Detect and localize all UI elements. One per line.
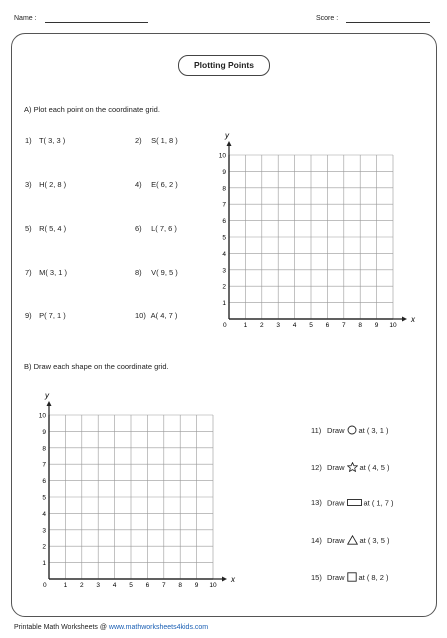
y-tick-label: 6 <box>42 478 46 486</box>
x-tick-label: 1 <box>243 322 248 329</box>
footer-site-link[interactable]: www.mathworksheets4kids.com <box>108 624 209 631</box>
score-field[interactable] <box>346 22 430 23</box>
y-tick-label: 3 <box>42 527 46 535</box>
problem-point: R( 5, 4 ) <box>37 224 67 233</box>
problem-number: 11) <box>311 425 322 435</box>
name-label: Name : <box>14 15 37 22</box>
y-tick-label: 5 <box>222 234 226 242</box>
problem-point: L( 7, 6 ) <box>149 224 177 233</box>
y-tick-label: 5 <box>42 494 46 502</box>
section-a-instruction: A) Plot each point on the coordinate grid. <box>24 105 160 114</box>
draw-label: Draw <box>327 535 345 545</box>
rectangle-icon <box>347 498 362 509</box>
problem-point: S( 1, 8 ) <box>149 136 178 145</box>
problem-3 <box>25 180 66 189</box>
origin-label: 0 <box>43 582 47 589</box>
x-tick-label: 4 <box>112 582 117 589</box>
footer-prefix: Printable Math Worksheets @ <box>14 624 107 631</box>
triangle-icon <box>347 535 358 547</box>
x-axis-arrow <box>222 577 227 582</box>
problem-point: P( 7, 1 ) <box>37 311 66 320</box>
shape-location: at ( 1, 7 ) <box>363 498 394 508</box>
x-tick-label: 6 <box>145 582 150 589</box>
y-axis-label: y <box>225 131 229 140</box>
x-tick-label: 2 <box>259 322 264 329</box>
shape-location: at ( 8, 2 ) <box>358 572 389 582</box>
y-tick-label: 4 <box>42 510 46 518</box>
y-tick-label: 2 <box>222 283 226 291</box>
y-tick-label: 4 <box>222 250 226 258</box>
footer <box>14 624 208 631</box>
problem-7 <box>25 268 67 277</box>
y-tick-label: 9 <box>42 428 46 436</box>
problem-number: 8) <box>135 268 142 277</box>
x-tick-label: 3 <box>276 322 281 329</box>
problem-4 <box>135 180 178 189</box>
y-tick-label: 3 <box>222 267 226 275</box>
x-tick-label: 10 <box>389 322 397 329</box>
shape-location: at ( 3, 5 ) <box>359 535 390 545</box>
problem-number: 3) <box>25 180 32 189</box>
origin-label: 0 <box>223 322 227 329</box>
problem-number: 10) <box>135 311 146 320</box>
x-tick-label: 4 <box>292 322 297 329</box>
coordinate-grid-a[interactable] <box>210 125 425 335</box>
x-axis-label: x <box>231 575 235 584</box>
problem-10 <box>135 311 177 320</box>
coordinate-grid-b[interactable] <box>30 385 245 595</box>
problem-6 <box>135 224 177 233</box>
x-tick-label: 10 <box>209 582 217 589</box>
problem-number: 14) <box>311 535 322 545</box>
circle-icon <box>347 425 357 437</box>
draw-label: Draw <box>327 425 345 435</box>
x-tick-label: 3 <box>96 582 101 589</box>
problem-number: 2) <box>135 136 142 145</box>
x-axis-arrow <box>402 317 407 322</box>
draw-label: Draw <box>327 462 345 472</box>
x-tick-label: 5 <box>129 582 133 589</box>
problem-number: 7) <box>25 268 32 277</box>
problem-number: 5) <box>25 224 32 233</box>
score-label: Score : <box>316 15 339 22</box>
x-tick-label: 1 <box>63 582 68 589</box>
draw-label: Draw <box>327 572 345 582</box>
x-tick-label: 6 <box>325 322 330 329</box>
problem-number: 12) <box>311 462 322 472</box>
y-tick-label: 1 <box>222 300 226 308</box>
problem-15 <box>311 572 389 584</box>
problem-13 <box>311 498 394 509</box>
y-tick-label: 8 <box>222 185 226 193</box>
draw-label: Draw <box>327 498 345 508</box>
problem-point: T( 3, 3 ) <box>37 136 66 145</box>
y-tick-label: 7 <box>222 201 226 209</box>
problem-point: E( 6, 2 ) <box>149 180 178 189</box>
problem-9 <box>25 311 66 320</box>
y-axis-label: y <box>45 391 49 400</box>
problem-8 <box>135 268 178 277</box>
problem-number: 9) <box>25 311 32 320</box>
problem-number: 13) <box>311 498 322 508</box>
problem-number: 1) <box>25 136 32 145</box>
x-tick-label: 8 <box>358 322 363 329</box>
page-title: Plotting Points <box>178 55 270 76</box>
problem-number: 4) <box>135 180 142 189</box>
section-b-instruction: B) Draw each shape on the coordinate grid. <box>24 362 169 371</box>
y-tick-label: 8 <box>42 445 46 453</box>
y-tick-label: 7 <box>42 461 46 469</box>
y-tick-label: 9 <box>222 168 226 176</box>
shape-location: at ( 3, 1 ) <box>358 425 389 435</box>
star-icon <box>347 462 358 474</box>
y-tick-label: 6 <box>222 218 226 226</box>
x-tick-label: 7 <box>161 582 166 589</box>
y-axis-arrow <box>227 141 232 146</box>
problem-11 <box>311 425 389 437</box>
problem-point: A( 4, 7 ) <box>149 311 178 320</box>
shape-location: at ( 4, 5 ) <box>359 462 390 472</box>
x-tick-label: 9 <box>194 582 199 589</box>
x-tick-label: 8 <box>178 582 183 589</box>
y-tick-label: 1 <box>42 560 46 568</box>
problem-1 <box>25 136 65 145</box>
problem-12 <box>311 462 390 474</box>
x-axis-label: x <box>411 315 415 324</box>
y-tick-label: 2 <box>42 543 46 551</box>
x-tick-label: 9 <box>374 322 379 329</box>
x-tick-label: 7 <box>341 322 346 329</box>
problem-2 <box>135 136 178 145</box>
name-field[interactable] <box>45 22 148 23</box>
problem-5 <box>25 224 66 233</box>
x-tick-label: 5 <box>309 322 313 329</box>
x-tick-label: 2 <box>79 582 84 589</box>
problem-14 <box>311 535 390 547</box>
square-icon <box>347 572 357 584</box>
y-axis-arrow <box>47 401 52 406</box>
problem-point: M( 3, 1 ) <box>37 268 68 277</box>
problem-number: 15) <box>311 572 322 582</box>
y-tick-label: 10 <box>38 412 46 420</box>
problem-point: H( 2, 8 ) <box>37 180 67 189</box>
problem-point: V( 9, 5 ) <box>149 268 178 277</box>
problem-number: 6) <box>135 224 142 233</box>
y-tick-label: 10 <box>218 152 226 160</box>
